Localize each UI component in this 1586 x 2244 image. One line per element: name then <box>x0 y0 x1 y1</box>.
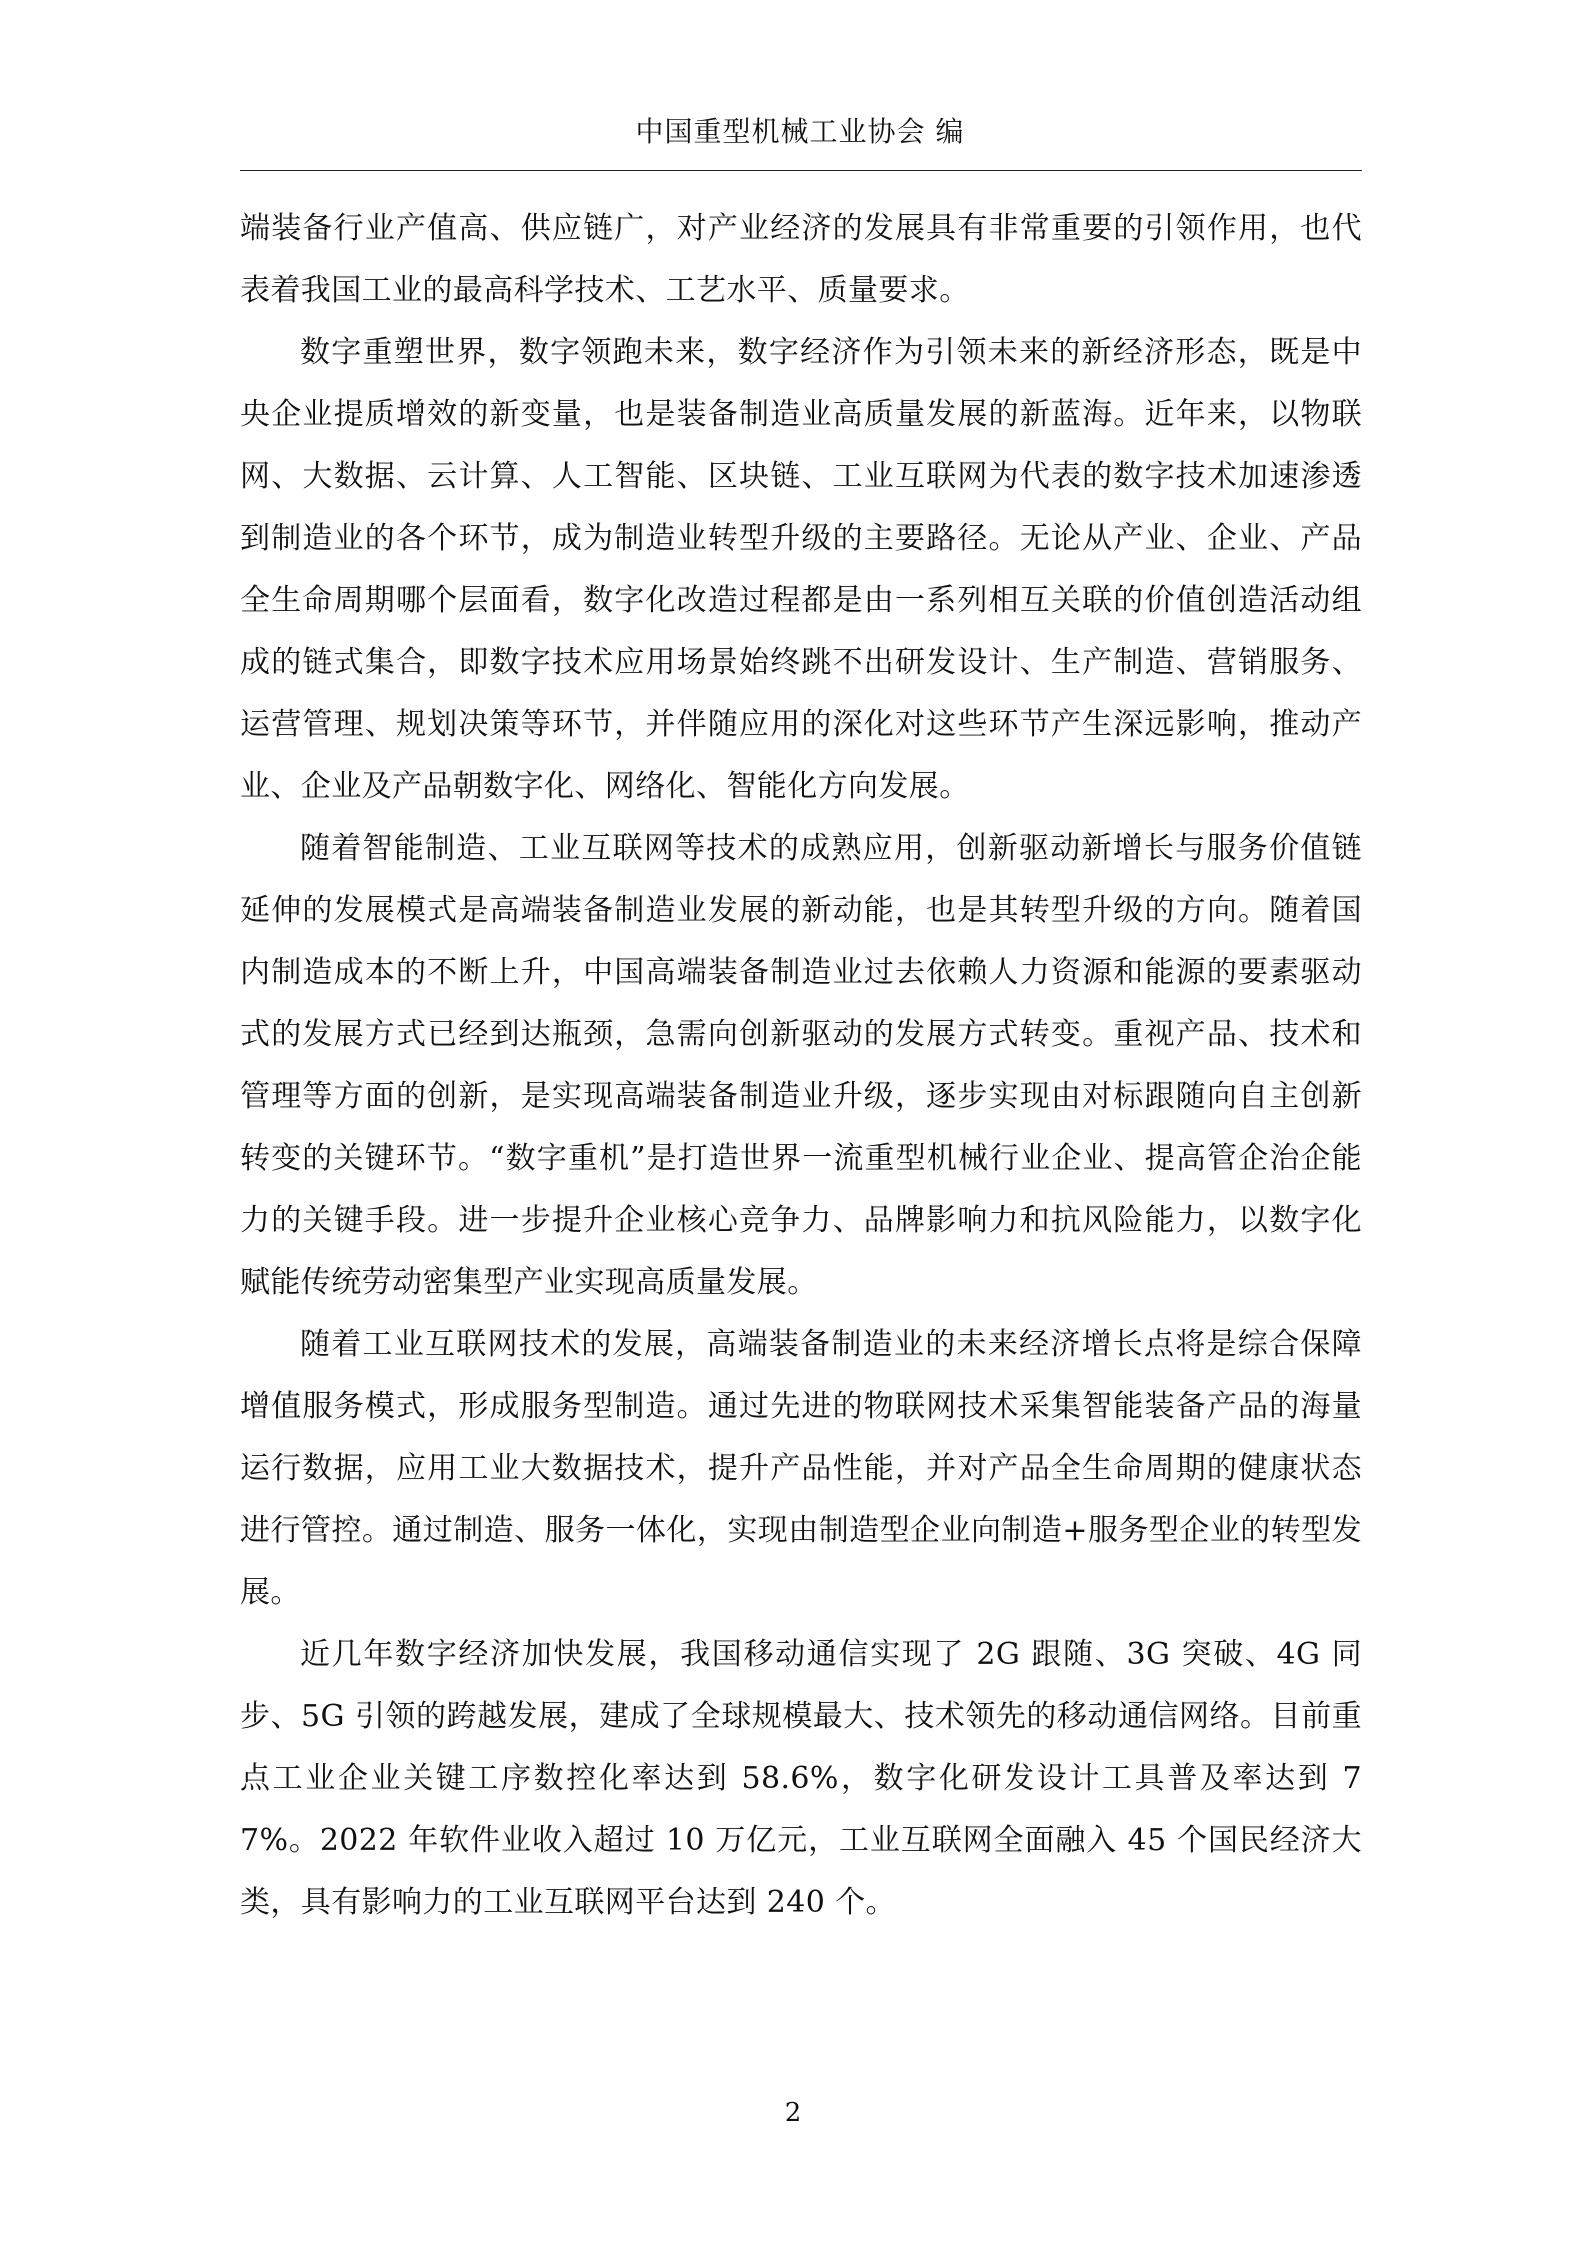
header-divider <box>240 170 1362 171</box>
paragraph-1: 端装备行业产值高、供应链广，对产业经济的发展具有非常重要的引领作用，也代表着我国工业的最高科学技术、工艺水平、质量要求。 <box>240 211 1362 308</box>
paragraph-3: 随着智能制造、工业互联网等技术的成熟应用，创新驱动新增长与服务价值链延伸的发展模式是高端装备制造业发展的新动能，也是其转型升级的方向。随着国内制造成本的不断上升，中国高端装备制造业过去依赖人力资源和能源的要素驱动式的发展方式已经到达瓶颈，急需向创新驱动的发展方式转变。重视产品、技术和管理等方面的创新，是实现高端装备制造业升级，逐步实现由对标跟随向自主创新转变的关键环节。“数字重机”是打造世界一流重型机械行业企业、提高管企治企能力的关键手段。进一步提升企业核心竞争力、品牌影响力和抗风险能力，以数字化赋能传统劳动密集型产业实现高质量发展。 <box>240 831 1362 1300</box>
running-header: 中国重型机械工业协会 编 <box>635 115 965 148</box>
paragraph-4: 随着工业互联网技术的发展，高端装备制造业的未来经济增长点将是综合保障增值服务模式，形成服务型制造。通过先进的物联网技术采集智能装备产品的海量运行数据，应用工业大数据技术，提升产品性能，并对产品全生命周期的健康状态进行管控。通过制造、服务一体化，实现由制造型企业向制造+服务型企业的转型发展。 <box>240 1327 1362 1610</box>
page-number: 2 <box>784 2098 802 2128</box>
body-text <box>240 198 1362 1934</box>
paragraph-5: 近几年数字经济加快发展，我国移动通信实现了 2G 跟随、3G 突破、4G 同步、5G 引领的跨越发展，建成了全球规模最大、技术领先的移动通信网络。目前重点工业企业关键工序数控化率达到 58.6%，数字化研发设计工具普及率达到 77%。2022 年软件业收入超过 10 万亿元，工业互联网全面融入 45 个国民经济大类，具有影响力的工业互联网平台达到 240 个。 <box>240 1637 1362 1920</box>
paragraph-2: 数字重塑世界，数字领跑未来，数字经济作为引领未来的新经济形态，既是中央企业提质增效的新变量，也是装备制造业高质量发展的新蓝海。近年来，以物联网、大数据、云计算、人工智能、区块链、工业互联网为代表的数字技术加速渗透到制造业的各个环节，成为制造业转型升级的主要路径。无论从产业、企业、产品全生命周期哪个层面看，数字化改造过程都是由一系列相互关联的价值创造活动组成的链式集合，即数字技术应用场景始终跳不出研发设计、生产制造、营销服务、运营管理、规划决策等环节，并伴随应用的深化对这些环节产生深远影响，推动产业、企业及产品朝数字化、网络化、智能化方向发展。 <box>240 335 1362 804</box>
